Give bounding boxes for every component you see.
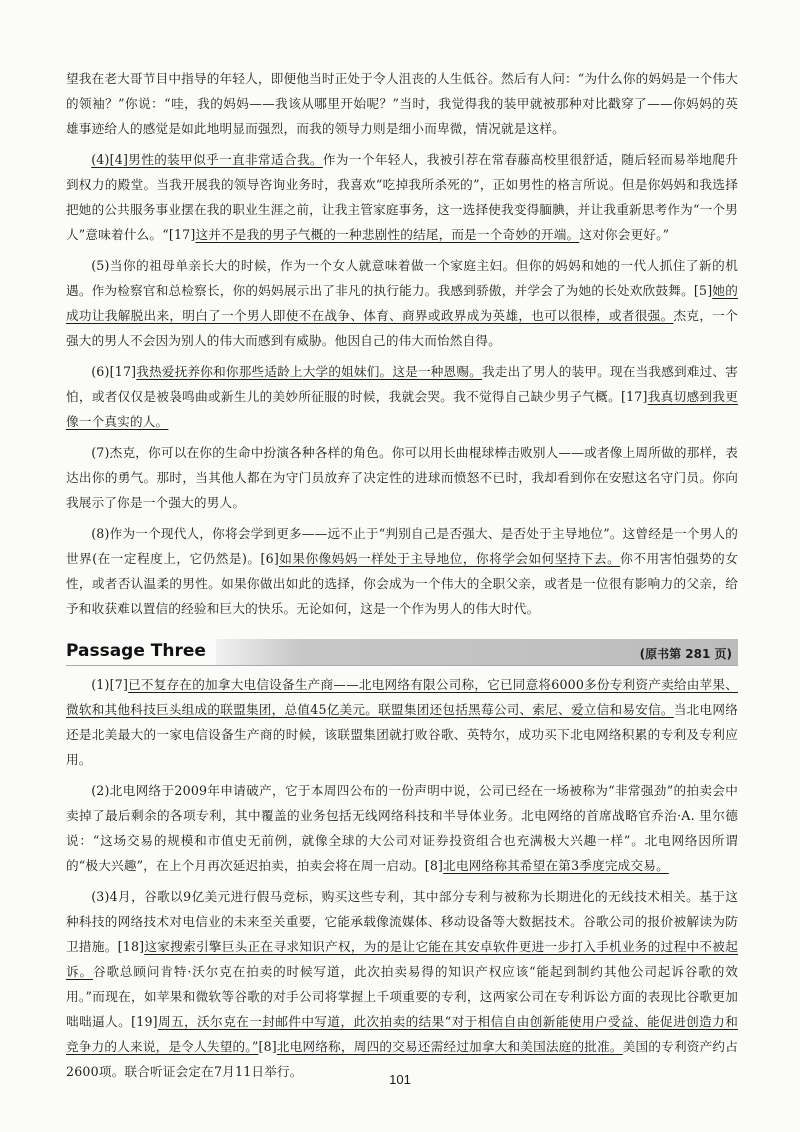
underlined-text: 我热爱抚养你和你那些适龄上大学的姐妹们。 [136, 364, 393, 379]
underlined-text: (4)[4]男性的装甲似乎一直非常适合我。 [91, 152, 323, 167]
paragraph [66, 147, 738, 247]
text-segment: (3)4月，谷歌以9亿美元进行假马竞标，购买这些专利，其中部分专利与被称为长期进化的无线技术相关。基于这种科技的网络技术对电信业的未来至关重要，它能承载像流媒体、移动设备等大数据技术。谷歌公司的报价被解读为防卫措施。[18] [66, 889, 738, 954]
underlined-text: 已不复存在的加拿大电信设备生产商——北电网络有限公司称，它已同意将6000多份专利资产卖给由苹果、微软和其他科技巨头组成的联盟集团，总值45亿美元。 [66, 677, 738, 717]
text-segment: 这对你会更好。” [579, 227, 670, 242]
document-page [66, 66, 738, 1090]
underlined-text: 联盟集团还包括黑莓公司、索尼、爱立信和易安信。 [378, 702, 674, 717]
underlined-text: 这家搜索引擎巨头正在寻求知识产权，为的是让它能在其安卓软件更进一步打入手机业务的过程中不被起诉。 [66, 939, 738, 979]
underlined-text: 这并不是我的男子气概的一种悲剧性的结尾，而是一个奇妙的开端。 [195, 227, 580, 242]
text-segment: (8)作为一个现代人，你将会学到更多——远不止于“判别自己是否强大、是否处于主导地位”。这曾经是一个男人的世界(在一定程度上，它仍然是)。[6] [66, 526, 738, 566]
paragraph [66, 884, 738, 1084]
underlined-text: 这是一种恩赐。 [392, 364, 482, 379]
text-segment: 我走出了男人的装甲。现在当我感到难过、害怕，或者仅仅是被袅鸣曲或新生儿的美妙所征服的时候，我就会哭。我不觉得自己缺少男子气概。[17] [66, 364, 739, 404]
text-segment: 你不用害怕强势的女性，或者否认温柔的男性。如果你做出如此的选择，你会成为一个伟大的全职父亲，或者是一位很有影响力的父亲，给予和收获难以置信的经验和巨大的快乐。无论如何，这是一个作为男人的伟大时代。 [66, 551, 739, 616]
passage-three [66, 672, 738, 1084]
text-segment: 望我在老大哥节目中指导的年轻人，即便他当时正处于令人沮丧的人生低谷。然后有人问：“为什么你的妈妈是一个伟大的领袖？”你说：“哇，我的妈妈——我该从哪里开始呢？”当时，我觉得我的装甲就被那种对比戳穿了——你妈妈的英雄事迹给人的感觉是如此地明显而强烈，而我的领导力则是细小而卑微，情况就是这样。 [66, 71, 738, 136]
text-segment: (2)北电网络于2009年申请破产，它于本周四公布的一份声明中说，公司已经在一场被称为“非常强劲”的拍卖会中卖掉了最后剩余的各项专利，其中覆盖的业务包括无线网络科技和半导体业务。北电网络的首席战略官乔治·A. 里尔德说：“这场交易的规模和市值史无前例，就像全球的大公司对证券投资组合也充满极大兴趣一样”。北电网络因所谓的“极大兴趣”，在上个月再次延迟拍卖，拍卖会将在周一启动。[8] [66, 783, 738, 873]
text-segment: 美国的专利资产约占2600项。联合听证会定在7月11日举行。 [66, 1039, 738, 1079]
text-segment: (7)杰克，你可以在你的生命中扮演各种各样的角色。你可以用长曲棍球棒击败别人——或者像上周所做的那样，表达出你的勇气。那时，当其他人都在为守门员放弃了决定性的进球而愤怒不已时，我却看到你在安慰这名守门员。你向我展示了你是一个强大的男人。 [66, 445, 738, 510]
passage-two-continued [66, 66, 738, 621]
paragraph [66, 253, 738, 353]
underlined-text: 周五，沃尔克在一封邮件中写道，此次拍卖的结果“对于相信自由创新能使用户受益、能促进创造力和竞争力的人来说，是令人失望的。” [66, 1014, 738, 1054]
text-segment: (5)当你的祖母单亲长大的时候，作为一个女人就意味着做一个家庭主妇。但你的妈妈和她的一代人抓住了新的机遇。作为检察官和总检察长，你的妈妈展示出了非凡的执行能力。我感到骄傲，并学会了为她的长处欢欣鼓舞。[5] [66, 258, 738, 298]
text-segment: 作为一个年轻人，我被引荐在常春藤高校里很舒适，随后轻而易举地爬升到权力的殿堂。当我开展我的领导咨询业务时，我喜欢“吃掉我所杀死的”，正如男性的格言所说。但是你妈妈和我选择把她的公共服务事业摆在我的职业生涯之前，让我主管家庭事务，这一选择使我变得腼腆，并让我重新思考作为“一个男人”意味着什么。“[17] [66, 152, 738, 242]
underlined-text: 如果你像妈妈一样处于主导地位，你将学会如何坚持下去。 [278, 551, 621, 566]
text-segment: 当北电网络还是北美最大的一家电信设备生产商的时候，该联盟集团就打败谷歌、英特尔，成功买下北电网络积累的专利及专利应用。 [66, 702, 739, 767]
text-segment: [8] [258, 1039, 277, 1054]
passage-page-reference: (原书第 281 页) [639, 647, 732, 661]
paragraph [66, 521, 738, 621]
underlined-text: 北电网络称其希望在第3季度完成交易。 [443, 858, 669, 873]
text-segment: (1)[7] [91, 677, 129, 692]
page-number: 101 [389, 1072, 411, 1087]
paragraph [66, 66, 738, 141]
text-segment: 杰克，一个强大的男人不会因为别人的伟大而感到有威胁。他因自己的伟大而怡然自得。 [66, 308, 738, 348]
passage-title: Passage Three [66, 639, 216, 665]
text-segment: (6)[17] [91, 364, 137, 379]
underlined-text: 她的成功让我解脱出来，明白了一个男人即使不在战争、体育、商界或政界成为英雄，也可以很棒，或者很强。 [66, 283, 738, 323]
paragraph [66, 778, 738, 878]
paragraph [66, 359, 738, 434]
underlined-text: 北电网络称，周四的交易还需经过加拿大和美国法庭的批准。 [276, 1039, 623, 1054]
passage-header [66, 639, 738, 666]
underlined-text: 我真切感到我更像一个真实的人。 [66, 389, 738, 429]
paragraph [66, 672, 738, 772]
paragraph [66, 440, 738, 515]
text-segment: 谷歌总顾问肯特·沃尔克在拍卖的时候写道，此次拍卖易得的知识产权应该“能起到制约其他公司起诉谷歌的效用。”而现在，如苹果和微软等谷歌的对手公司将掌握上千项重要的专利，这两家公司在专利诉讼方面的表现比谷歌更加咄咄逼人。[19] [66, 964, 738, 1029]
